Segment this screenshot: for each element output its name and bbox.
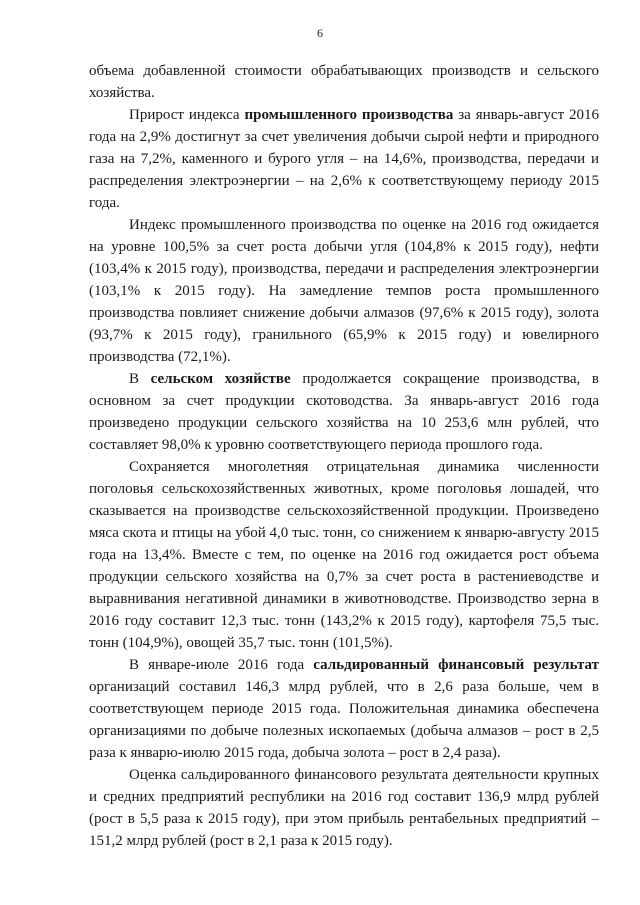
bold-term-financial-result: сальдированный финансовый результат [313, 657, 599, 673]
paragraph-7 [89, 764, 599, 852]
paragraph-4 [89, 368, 599, 456]
paragraph-text: Оценка сальдированного финансового результата деятельности крупных и средних предприятий республики на 2016 год составит 136,9 млрд рублей (рост в 5,5 раза к 2015 году), при этом прибыль рентабельных предприятий – 151,2 млрд рублей (рост в 2,1 раза к 2015 году). [89, 767, 599, 849]
paragraph-text: Прирост индекса [129, 107, 245, 123]
bold-term-industrial-production: промышленного производства [244, 107, 454, 123]
paragraph-text: Сохраняется многолетняя отрицательная динамика численности поголовья сельскохозяйственных животных, кроме поголовья лошадей, что сказывается на производстве сельскохозяйственной продукции. Произведено мяса скота и птицы на убой 4,0 тыс. тонн, со снижением к январю-августу 2015 года на 13,4%. Вместе с тем, по оценке на 2016 год ожидается рост объема продукции сельского хозяйства на 0,7% за счет роста в растениеводстве и выравнивания негативной динамики в животноводстве. Производство зерна в 2016 году составит 12,3 тыс. тонн (143,2% к 2015 году), картофеля 75,5 тыс. тонн (104,9%), овощей 35,7 тыс. тонн (101,5%). [89, 459, 599, 651]
paragraph-text: В [129, 371, 151, 387]
paragraph-text: за январь-август 2016 года на 2,9% достигнут за счет увеличения добычи сырой нефти и природного газа на 7,2%, каменного и бурого угля – на 14,6%, производства, передачи и распределения электроэнергии – на 2,6% к соответствующему периоду 2015 года. [89, 107, 600, 211]
paragraph-3 [89, 214, 599, 368]
paragraph-text: объема добавленной стоимости обрабатывающих производств и сельского хозяйства. [89, 63, 599, 101]
paragraph-6 [89, 654, 599, 764]
paragraph-text: В январе-июле 2016 года [129, 657, 314, 673]
paragraph-1 [89, 60, 599, 104]
paragraph-text: продолжается сокращение производства, в основном за счет продукции скотоводства. За январь-август 2016 года произведено продукции сельского хозяйства на 10 253,6 млн рублей, что составляет 98,0% к уровню соответствующего периода прошлого года. [89, 371, 599, 453]
bold-term-agriculture: сельском хозяйстве [150, 371, 291, 387]
paragraph-text: Индекс промышленного производства по оценке на 2016 год ожидается на уровне 100,5% за счет роста добычи угля (104,8% к 2015 году), нефти (103,4% к 2015 году), производства, передачи и распределения электроэнергии (103,1% к 2015 году). На замедление темпов роста промышленного производства повлияет снижение добычи алмазов (97,6% к 2015 году), золота (93,7% к 2015 году), гранильного (65,9% к 2015 году) и ювелирного производства (72,1%). [89, 217, 599, 365]
page-number: 6 [317, 26, 323, 40]
paragraph-5 [89, 456, 599, 654]
document-body [89, 60, 599, 852]
paragraph-text: организаций составил 146,3 млрд рублей, что в 2,6 раза больше, чем в соответствующем периоде 2015 года. Положительная динамика обеспечена организациями по добыче полезных ископаемых (добыча алмазов – рост в 2,5 раза к январю-июлю 2015 года, добыча золота – рост в 2,4 раза). [89, 679, 599, 761]
paragraph-2 [89, 104, 599, 214]
